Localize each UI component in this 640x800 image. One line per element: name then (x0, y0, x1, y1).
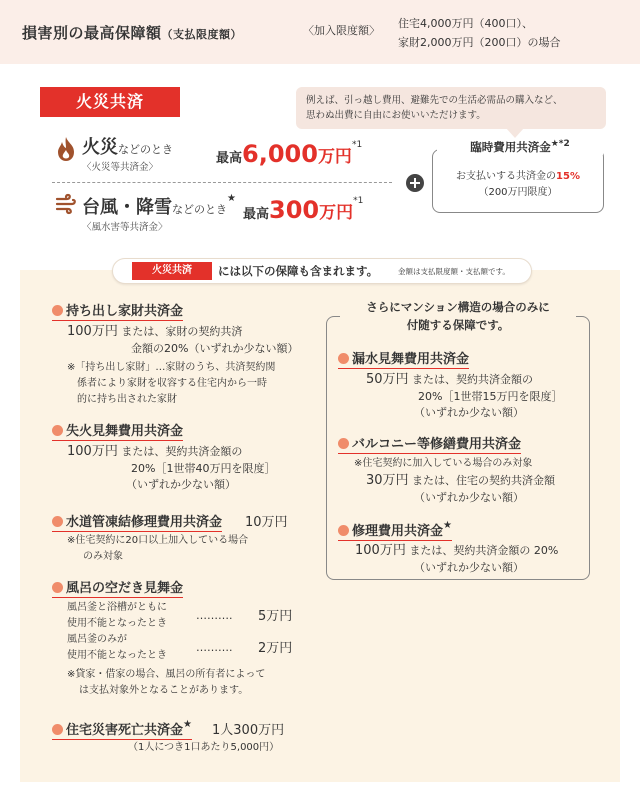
bullet-dot (52, 516, 63, 527)
item-balcony-desc2: （いずれか少ない額） (414, 491, 524, 504)
item-fire-visit-desc3: （いずれか少ない額） (126, 478, 236, 491)
temporary-expense-title: 臨時費用共済金$^{★*2}$ (437, 139, 603, 155)
item-balcony-desc1: 30万円 または、住宅の契約共済金額 (366, 473, 556, 488)
mansion-title: さらにマンション構造の場合のみに 付随する保障です。 (340, 298, 576, 334)
item-bath-row2-dots: ………. (196, 641, 233, 654)
item-bath-row1-amount: 5万円 (258, 609, 293, 624)
item-repair-desc1: 100万円 または、契約共済金額の 20% (355, 543, 559, 558)
temporary-expense-rate: お支払いする共済金の15% (456, 171, 580, 182)
item-water-pipe-note: ※住宅契約に20口以上加入している場合 のみ対象 (67, 535, 249, 562)
item-belongings-desc2: 金額の20%（いずれか少ない額） (131, 342, 299, 355)
item-bath-note: ※貸家・借家の場合、風呂の所有者によって は支払対象外となることがあります。 (67, 669, 266, 696)
item-bath-row2-text: 風呂釜のみが 使用不能となったとき (67, 634, 167, 661)
bullet-dot (52, 305, 63, 316)
item-water-pipe-title: 水道管凍結修理費用共済金 (52, 511, 222, 532)
typhoon-row-sub: 〈風水害等共済金〉 (82, 222, 168, 233)
item-balcony-note: ※住宅契約に加入している場合のみ対象 (354, 458, 533, 469)
bullet-dot (52, 724, 63, 735)
bullet-dot (52, 425, 63, 436)
example-speech-bubble: 例えば、引っ越し費用、避難先での生活必需品の購入など、 思わぬ出費に自由にお使いいただけます。 (296, 87, 606, 129)
wind-icon (55, 193, 77, 215)
item-leak-desc1: 50万円 または、契約共済金額の (366, 372, 534, 387)
item-repair-title: 修理費用共済金★ (338, 520, 452, 541)
bullet-dot (338, 438, 349, 449)
item-belongings-desc1: 100万円 または、家財の契約共済 (67, 324, 243, 339)
item-leak-title: 漏水見舞費用共済金 (338, 348, 469, 369)
item-bath-row1-dots: ………. (196, 609, 233, 622)
bullet-dot (338, 353, 349, 364)
item-leak-desc2: 20%［1世帯15万円を限度］ (418, 390, 563, 403)
item-leak-desc3: （いずれか少ない額） (414, 406, 524, 419)
plus-icon (406, 174, 424, 192)
fire-insurance-badge: 火災共済 (40, 87, 180, 117)
item-death-title: 住宅災害死亡共済金★ (52, 719, 192, 740)
typhoon-row-max: 最高300万円$^{*1}$ (243, 196, 364, 224)
fire-row-max: 最高6,000万円$^{*1}$ (216, 140, 363, 168)
included-badge: 火災共済 (132, 262, 212, 280)
row-divider (52, 182, 392, 183)
item-fire-visit-desc1: 100万円 または、契約共済金額の (67, 444, 243, 459)
item-death-note: （1人につき1口あたり5,000円） (128, 742, 280, 753)
flame-icon (55, 136, 77, 162)
item-bath-title: 風呂の空だき見舞金 (52, 577, 183, 598)
item-belongings-title: 持ち出し家財共済金 (52, 300, 183, 321)
fire-row-sub: 〈火災等共済金〉 (82, 162, 159, 173)
bullet-dot (52, 582, 63, 593)
limit-note: 住宅4,000万円（400口）、 家財2,000万円（200口）の場合 (398, 17, 561, 49)
bullet-dot (338, 525, 349, 536)
item-bath-row2-amount: 2万円 (258, 641, 293, 656)
item-death-amount: 1人300万円 (212, 723, 285, 738)
item-fire-visit-desc2: 20%［1世帯40万円を限度］ (131, 462, 276, 475)
included-note: 金額は支払限度額・支払額です。 (398, 267, 510, 276)
item-belongings-note: ※「持ち出し家財」…家財のうち、共済契約関 係者により家財を収容する住宅内から一時 的に持ち出された家財 (67, 362, 276, 405)
typhoon-row-title: 台風・降雪などのとき★ (82, 193, 236, 218)
item-bath-row1-text: 風呂釜と浴槽がともに 使用不能となったとき (67, 602, 167, 629)
item-water-pipe-amount: 10万円 (245, 515, 288, 530)
item-repair-desc2: （いずれか少ない額） (414, 561, 524, 574)
item-fire-visit-title: 失火見舞費用共済金 (52, 420, 183, 441)
item-balcony-title: バルコニー等修繕費用共済金 (338, 433, 521, 454)
page-title: 損害別の最高保障額（支払限度額） (22, 24, 243, 42)
limit-label: 〈加入限度額〉 (303, 24, 380, 37)
fire-row-title: 火災などのとき (82, 137, 173, 158)
included-text: には以下の保障も含まれます。 (218, 264, 379, 278)
temporary-expense-limit: （200万円限度） (478, 187, 558, 198)
